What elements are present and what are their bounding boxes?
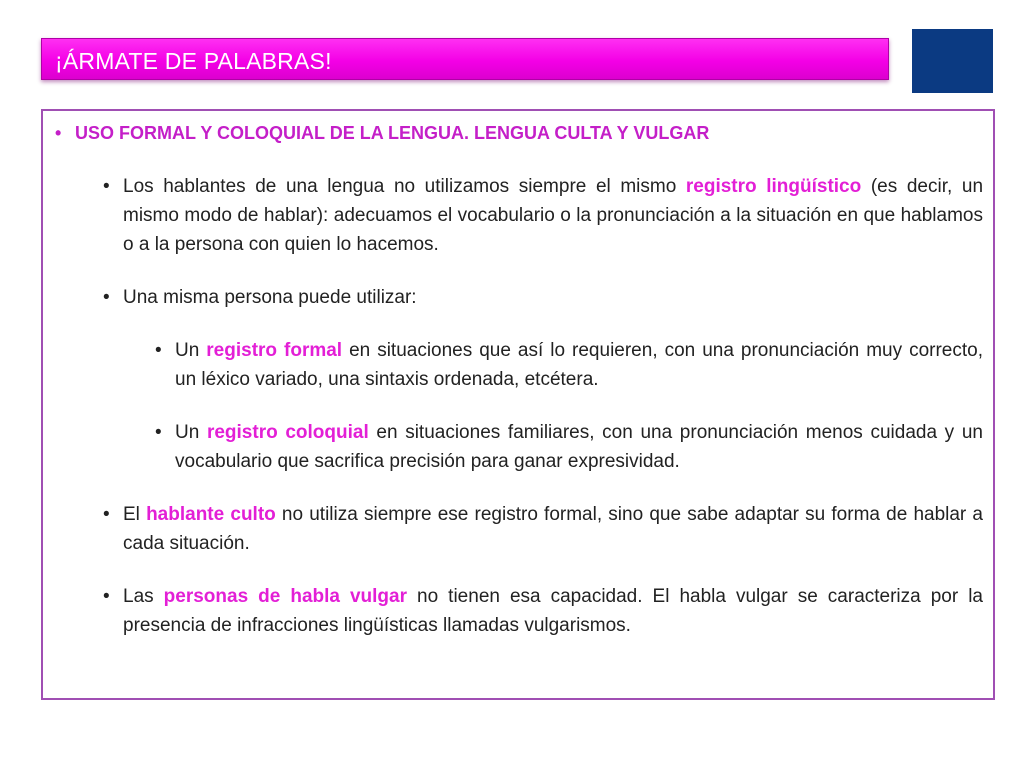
bullet-icon: • (103, 176, 110, 197)
bullet-icon: • (155, 422, 162, 443)
content-frame (41, 109, 995, 700)
section-heading (55, 119, 983, 148)
list-item-misma-persona (103, 283, 983, 312)
bullet-icon: • (103, 504, 110, 525)
slide-title: ¡ÁRMATE DE PALABRAS! (55, 48, 332, 74)
bullet-icon: • (155, 340, 162, 361)
highlight-term: registro lingüístico (685, 176, 862, 197)
list-item-habla-vulgar (103, 582, 983, 640)
highlight-term: registro formal (206, 340, 343, 361)
highlight-term: registro coloquial (206, 422, 369, 443)
title-bar (41, 38, 889, 80)
paragraph-text: Un registro coloquial en situaciones familiares, con una pronunciación menos cuidada y un vocabulario que sacrifica precisión para ganar expresividad. (175, 422, 983, 472)
paragraph-text: Las personas de habla vulgar no tienen esa capacidad. El habla vulgar se caracteriza por la presencia de infracciones lingüísticas llamadas vulgarismos. (123, 586, 984, 636)
paragraph-text: El hablante culto no utiliza siempre ese registro formal, sino que sabe adaptar su forma de hablar a cada situación. (123, 504, 983, 554)
slide-content (55, 119, 983, 640)
list-item-registro-coloquial (155, 418, 983, 476)
bullet-icon: • (103, 586, 110, 607)
paragraph-text: Un registro formal en situaciones que así lo requieren, con una pronunciación muy correcto, un léxico variado, una sintaxis ordenada, etcétera. (175, 340, 983, 390)
blue-square-decoration (912, 29, 993, 93)
highlight-term: hablante culto (146, 504, 276, 525)
heading-text: USO FORMAL Y COLOQUIAL DE LA LENGUA. LENGUA CULTA Y VULGAR (75, 123, 710, 143)
list-item-registro-linguistico (103, 172, 983, 259)
bullet-icon: • (103, 287, 110, 308)
list-item-registro-formal (155, 336, 983, 394)
highlight-term: personas de habla vulgar (163, 586, 408, 607)
bullet-icon: • (55, 123, 62, 143)
paragraph-text: Una misma persona puede utilizar: (123, 287, 417, 308)
list-item-hablante-culto (103, 500, 983, 558)
paragraph-text: Los hablantes de una lengua no utilizamos siempre el mismo registro lingüístico (es decir, un mismo modo de hablar): adecuamos el vocabulario o la pronunciación a la situación en que hablamos o a la persona con quien lo hacemos. (123, 176, 984, 255)
